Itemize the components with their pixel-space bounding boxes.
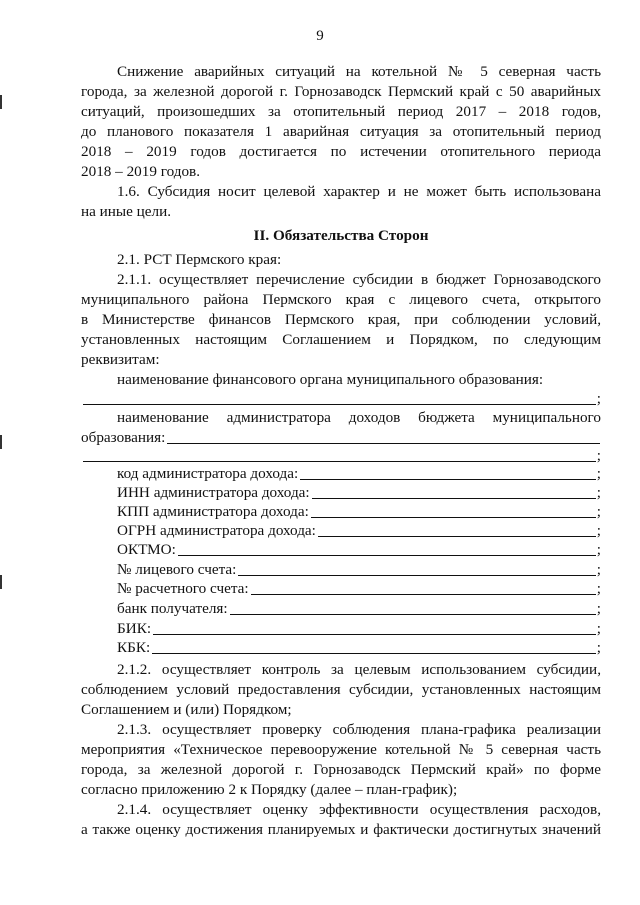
text-line: 2.1.4. осуществляет оценку эффективности осуществления расходов, [117,801,601,818]
line-end-mark: ; [596,522,601,539]
text-line: 1.6. Субсидия носит целевой характер и не может быть использована [117,183,601,200]
requisite-field[interactable] [117,638,601,658]
line-end-mark: ; [596,503,601,520]
line-end-mark: ; [596,561,601,578]
text-line: до планового показателя 1 аварийная ситуация за отопительный период [81,123,601,140]
fill-in-underline[interactable] [300,479,596,480]
text-line: наименование администратора доходов бюджета муниципального [117,409,601,426]
line-end-mark: ; [596,600,601,617]
line-end-mark: ; [596,465,601,482]
text-line: мероприятия «Техническое перевооружение котельной № 5 северная часть [81,741,601,758]
requisite-label: № расчетного счета: [117,580,249,597]
section-heading: II. Обязательства Сторон [253,227,429,244]
fill-in-underline[interactable] [230,614,596,615]
scan-margin-mark [0,435,2,449]
fill-in-underline[interactable] [178,555,596,556]
line-end-mark: ; [596,541,601,558]
fill-in-underline[interactable] [251,594,596,595]
text-line: а также оценку достижения планируемых и фактически достигнутых значений [81,821,601,838]
scan-margin-mark [0,95,2,109]
requisite-label: ОКТМО: [117,541,176,558]
requisite-field[interactable] [81,446,601,466]
text-line: соблюдением условий предоставления субсидии, установленных настоящим [81,681,601,698]
requisite-label: код администратора дохода: [117,465,299,482]
text-line: муниципального района Пермского края с лицевого счета, открытого [81,291,601,308]
text-line: Снижение аварийных ситуаций на котельной № 5 северная часть [117,63,601,80]
requisite-field[interactable] [117,599,601,619]
fill-in-underline[interactable] [318,536,596,537]
requisite-field[interactable] [117,579,601,599]
page-number: 9 [316,28,324,44]
text-line: 2018 – 2019 годов. [81,163,201,180]
fill-in-underline[interactable] [167,443,600,444]
text-line: ситуаций, произошедших за отопительный период 2017 – 2018 годов, [81,103,601,120]
text-line: согласно приложению 2 к Порядку (далее – план-график); [81,781,458,798]
text-line: города, за железной дорогой г. Горнозаводск Пермский край» по форме [81,761,601,778]
requisite-field[interactable] [117,560,601,580]
requisite-field[interactable] [81,428,601,448]
fill-in-underline[interactable] [312,498,596,499]
requisite-label: КПП администратора дохода: [117,503,309,520]
requisite-label: № лицевого счета: [117,561,237,578]
text-line: 2018 – 2019 годов достигается по истечении отопительного периода [81,143,601,160]
requisite-field[interactable] [117,502,601,522]
text-line: наименование финансового органа муниципального образования: [117,371,544,388]
text-line: Соглашением и (или) Порядком; [81,701,292,718]
fill-in-underline[interactable] [238,575,595,576]
text-line: на иные цели. [81,203,172,220]
fill-in-underline[interactable] [83,404,596,405]
fill-in-underline[interactable] [311,517,596,518]
line-end-mark: ; [596,620,601,637]
text-line: 2.1.3. осуществляет проверку соблюдения плана-графика реализации [117,721,601,738]
text-line: 2.1.2. осуществляет контроль за целевым использованием субсидии, [117,661,601,678]
scan-margin-mark [0,575,2,589]
text-line: реквизитам: [81,351,160,368]
line-end-mark: ; [596,484,601,501]
requisite-field[interactable] [117,540,601,560]
text-line: города, за железной дорогой г. Горнозаводск Пермский край с 50 аварийных [81,83,601,100]
requisite-field[interactable] [81,389,601,409]
line-end-mark: ; [596,580,601,597]
requisite-label: образования: [81,429,166,446]
fill-in-underline[interactable] [83,461,596,462]
requisite-label: ОГРН администратора дохода: [117,522,316,539]
requisite-label: банк получателя: [117,600,228,617]
line-end-mark: ; [596,447,601,464]
fill-in-underline[interactable] [152,653,596,654]
text-line: 2.1. РСТ Пермского края: [117,251,282,268]
text-line: установленных настоящим Соглашением и Порядком, по следующим [81,331,601,348]
text-line: 2.1.1. осуществляет перечисление субсидии в бюджет Горнозаводского [117,271,601,288]
requisite-label: КБК: [117,639,151,656]
requisite-field[interactable] [117,464,601,484]
fill-in-underline[interactable] [153,634,596,635]
requisite-field[interactable] [117,483,601,503]
line-end-mark: ; [596,639,601,656]
line-end-mark: ; [596,390,601,407]
requisite-field[interactable] [117,619,601,639]
requisite-field[interactable] [117,521,601,541]
text-line: в Министерстве финансов Пермского края, при соблюдении условий, [81,311,601,328]
requisite-label: БИК: [117,620,152,637]
requisite-label: ИНН администратора дохода: [117,484,310,501]
